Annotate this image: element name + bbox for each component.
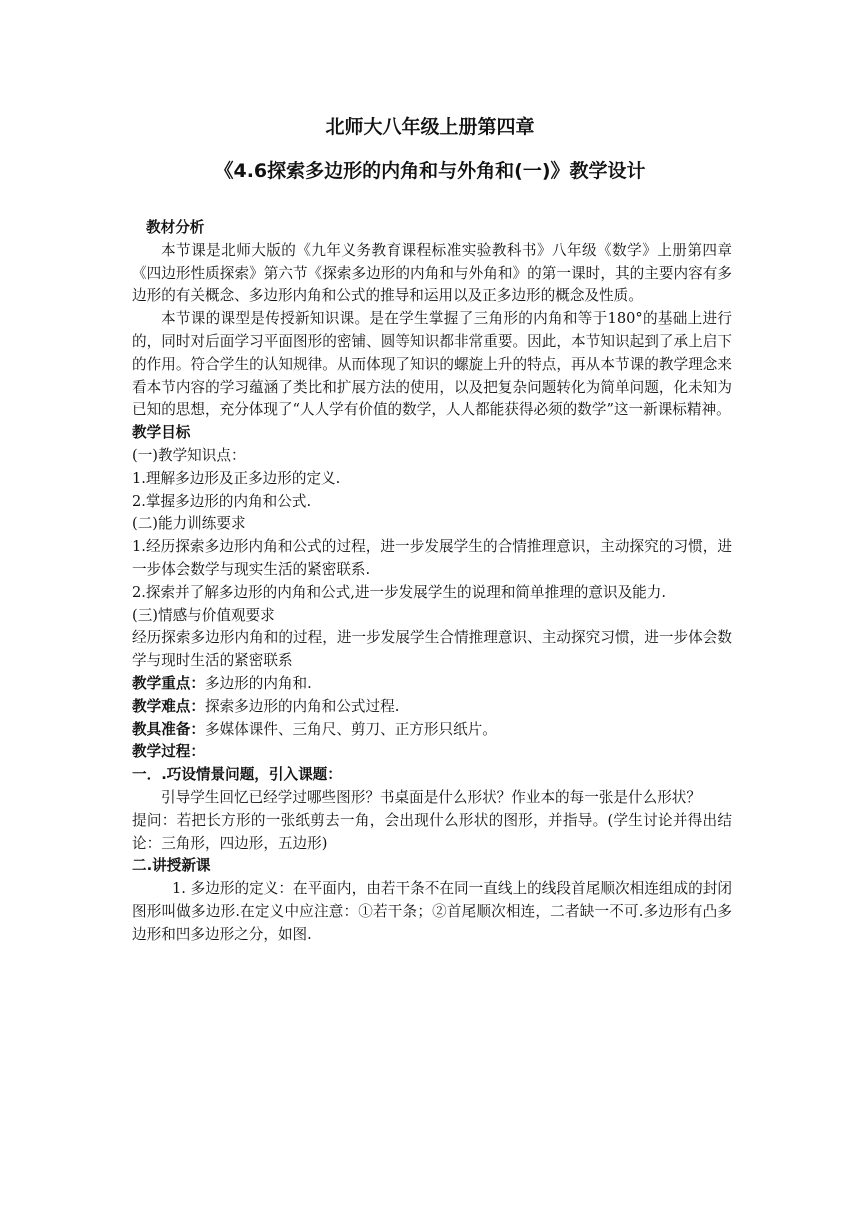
list-item: 2.探索并了解多边形的内角和公式,进一步发展学生的说理和简单推理的意识及能力. <box>132 583 666 601</box>
teaching-focus <box>132 673 732 696</box>
subheading-knowledge: (一)教学知识点： <box>132 446 246 464</box>
list-item: 1.经历探索多边形内角和公式的过程，进一步发展学生的合情推理意识，主动探究的习惯，进一步体会数学与现实生活的紧密联系. <box>132 538 732 578</box>
section-heading-process: 教学过程： <box>132 743 205 761</box>
step-heading-2: 二.讲授新课 <box>132 857 211 875</box>
paragraph: 1. 多边形的定义：在平面内，由若干条不在同一直线上的线段首尾顺次相连组成的封闭图形叫做多边形.在定义中应注意：①若干条；②首尾顺次相连，二者缺一不可.多边形有凸多边形和凹多边形之分，如图. <box>132 880 732 943</box>
list-item: 1.理解多边形及正多边形的定义. <box>132 469 341 487</box>
section-heading-goals: 教学目标 <box>132 424 191 442</box>
paragraph: 本节课的课型是传授新知识课。是在学生掌握了三角形的内角和等于180°的基础上进行的，同时对后面学习平面图形的密铺、圆等知识都非常重要。因此，本节知识起到了承上启下的作用。符合学生的认知规律。从而体现了知识的螺旋上升的特点，再从本节课的教学理念来看本节内容的学习蕴涵了类比和扩展方法的使用，以及把复杂问题转化为简单问题，化未知为已知的思想，充分体现了“人人学有价值的数学，人人都能获得必须的数学”这一新课标精神。 <box>132 310 732 419</box>
focus-text: 多边形的内角和. <box>204 674 312 692</box>
paragraph: 本节课是北师大版的《九年义务教育课程标准实验教科书》八年级《数学》上册第四章《四边形性质探索》第六节《探索多边形的内角和与外角和》的第一课时，其的主要内容有多边形的有关概念、多边形内角和公式的推导和运用以及正多边形的概念及性质。 <box>132 241 732 305</box>
section-heading-material: 教材分析 <box>146 219 205 236</box>
difficulty-text: 探索多边形的内角和公式过程. <box>204 697 400 715</box>
difficulty-label: 教学难点： <box>132 697 205 715</box>
focus-label: 教学重点： <box>132 674 205 692</box>
tools-text: 多媒体课件、三角尺、剪刀、正方形只纸片。 <box>204 720 497 738</box>
paragraph: 提问：若把长方形的一张纸剪去一角，会出现什么形状的图形，并指导。(学生讨论并得出结论：三角形，四边形，五边形) <box>132 811 732 852</box>
document-title: 北师大八年级上册第四章 <box>325 116 535 138</box>
subheading-ability: (二)能力训练要求 <box>132 515 246 533</box>
tools-label: 教具准备： <box>132 720 205 738</box>
teaching-difficulty <box>132 696 732 719</box>
document-subtitle: 《4.6探索多边形的内角和与外角和(一)》教学设计 <box>214 160 646 182</box>
paragraph: 引导学生回忆已经学过哪些图形？书桌面是什么形状？作业本的每一张是什么形状？ <box>161 788 701 806</box>
list-item: 2.掌握多边形的内角和公式. <box>132 492 312 510</box>
step-heading-1: 一．.巧设情景问题，引入课题： <box>132 766 342 784</box>
paragraph: 经历探索多边形内角和的过程，进一步发展学生合情推理意识、主动探究习惯，进一步体会数学与现时生活的紧密联系 <box>132 629 732 670</box>
teaching-tools <box>132 719 732 742</box>
document-body <box>132 217 732 947</box>
subheading-emotion: (三)情感与价值观要求 <box>132 606 275 624</box>
